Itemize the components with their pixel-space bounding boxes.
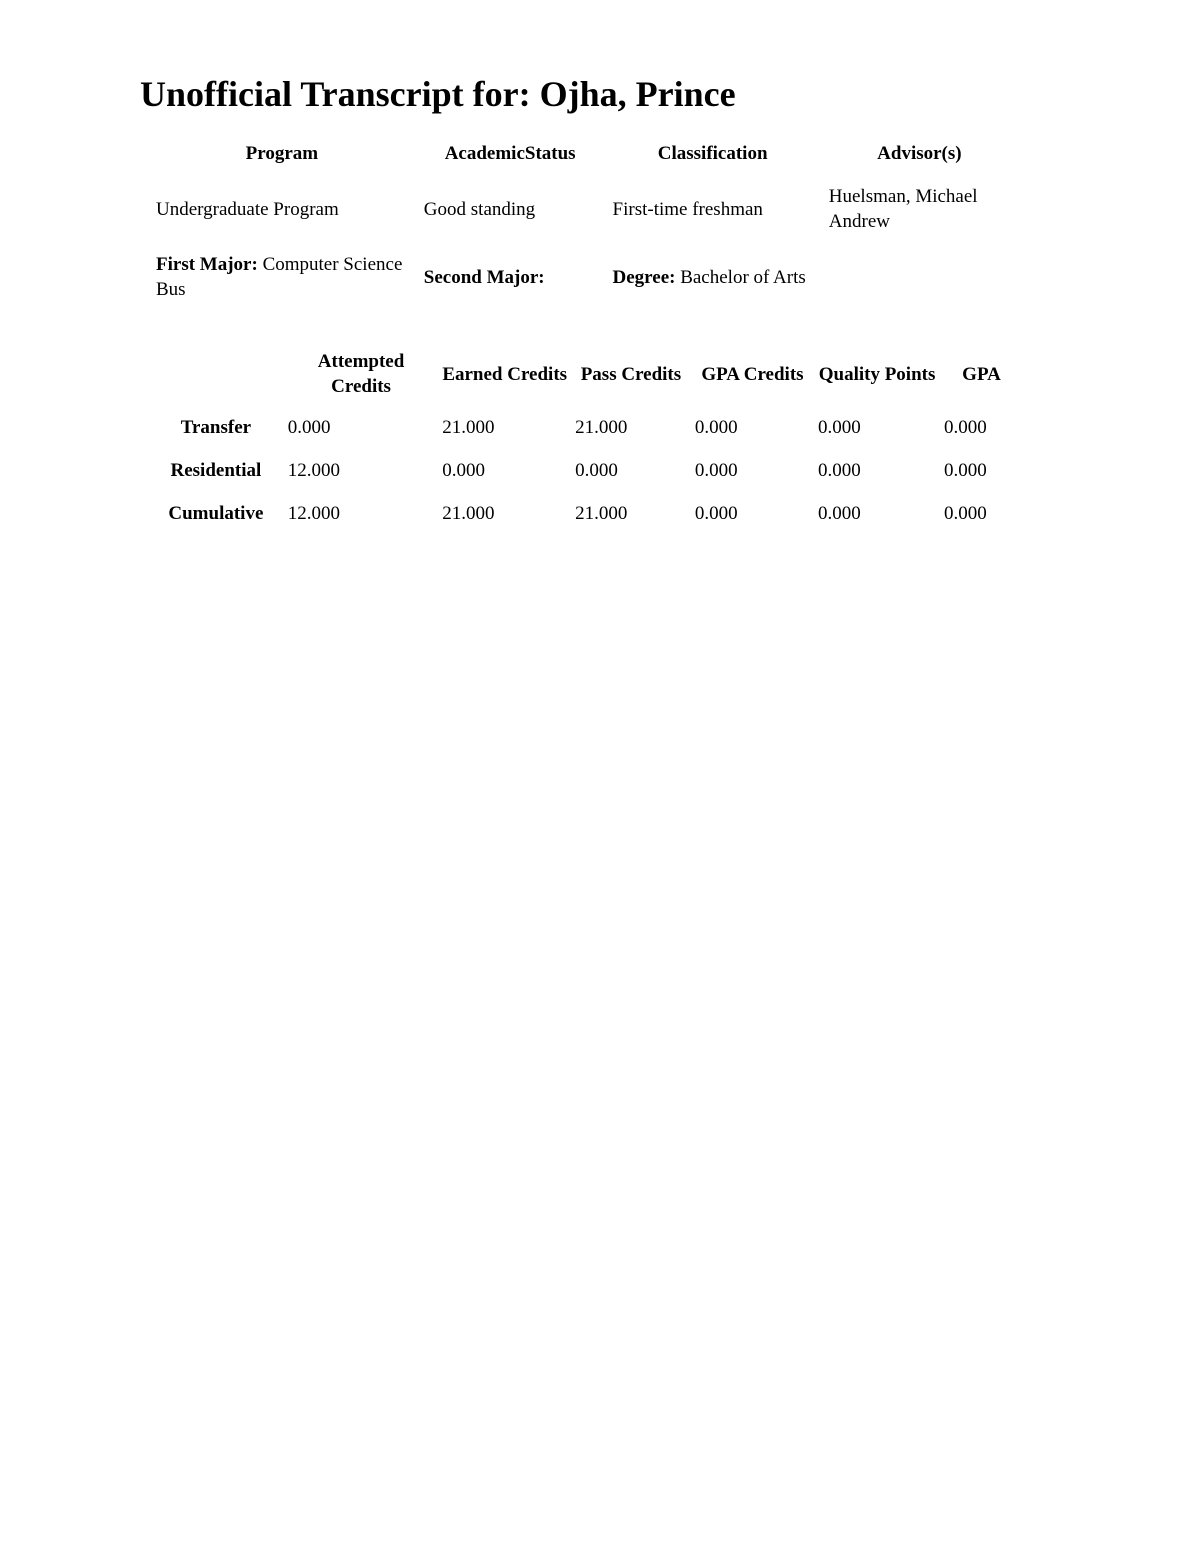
credits-row-transfer [148, 406, 1023, 449]
first-major-cell [148, 242, 416, 312]
classification-header: Classification [657, 142, 768, 164]
credits-header-row [148, 342, 1023, 406]
second-major-cell [416, 242, 605, 312]
quality-points-cell: 0.000 [818, 503, 861, 524]
attempted-credits-cell: 0.000 [287, 417, 331, 438]
credits-header-blank [148, 342, 284, 406]
earned-credits-header: Earned Credits [442, 363, 568, 385]
earned-credits-cell: 21.000 [442, 503, 495, 524]
info-values-row [148, 176, 1018, 242]
gpa-cell: 0.000 [944, 503, 987, 524]
advisors-header: Advisor(s) [877, 142, 962, 164]
page-title: Unofficial Transcript for: Ojha, Prince [140, 74, 736, 114]
pass-credits-cell: 21.000 [575, 417, 628, 438]
credits-table [148, 342, 1023, 535]
first-major-label: First Major: [156, 254, 258, 275]
gpa-credits-header: GPA Credits [701, 363, 804, 385]
gpa-cell: 0.000 [944, 460, 987, 481]
attempted-credits-cell: 12.000 [287, 503, 341, 524]
row-label: Residential [170, 460, 262, 481]
row-label: Transfer [180, 417, 252, 438]
academic-status-value: Good standing [423, 198, 536, 220]
earned-credits-cell: 0.000 [442, 460, 486, 481]
gpa-credits-cell: 0.000 [694, 417, 738, 438]
info-header-row [148, 130, 1018, 176]
degree-value: Bachelor of Arts [680, 266, 806, 288]
majors-row [148, 242, 1018, 312]
quality-points-cell: 0.000 [818, 460, 861, 481]
attempted-credits-header: Attempted Credits [317, 351, 405, 397]
credits-row-cumulative [148, 492, 1023, 535]
row-label: Cumulative [168, 503, 264, 524]
academic-status-header: AcademicStatus [444, 142, 576, 164]
pass-credits-cell: 0.000 [575, 460, 618, 481]
earned-credits-cell: 21.000 [442, 417, 495, 438]
quality-points-cell: 0.000 [818, 417, 861, 438]
degree-cell [605, 242, 821, 312]
empty-cell [821, 242, 1018, 312]
gpa-credits-cell: 0.000 [694, 460, 738, 481]
credits-row-residential [148, 449, 1023, 492]
gpa-cell: 0.000 [944, 417, 987, 438]
gpa-credits-cell: 0.000 [694, 503, 738, 524]
program-header: Program [245, 142, 319, 164]
advisors-value: Huelsman, Michael Andrew [828, 186, 978, 232]
attempted-credits-cell: 12.000 [287, 460, 341, 481]
classification-value: First-time freshman [612, 198, 763, 220]
pass-credits-cell: 21.000 [575, 503, 628, 524]
second-major-label: Second Major: [423, 266, 545, 288]
pass-credits-header: Pass Credits [580, 363, 682, 385]
student-info-table [148, 130, 1018, 312]
first-major-value: Computer Science Bus [156, 254, 403, 300]
degree-label: Degree: [612, 266, 676, 288]
program-value: Undergraduate Program [156, 198, 339, 220]
quality-points-header: Quality Points [818, 363, 936, 385]
gpa-header: GPA [962, 363, 1001, 385]
